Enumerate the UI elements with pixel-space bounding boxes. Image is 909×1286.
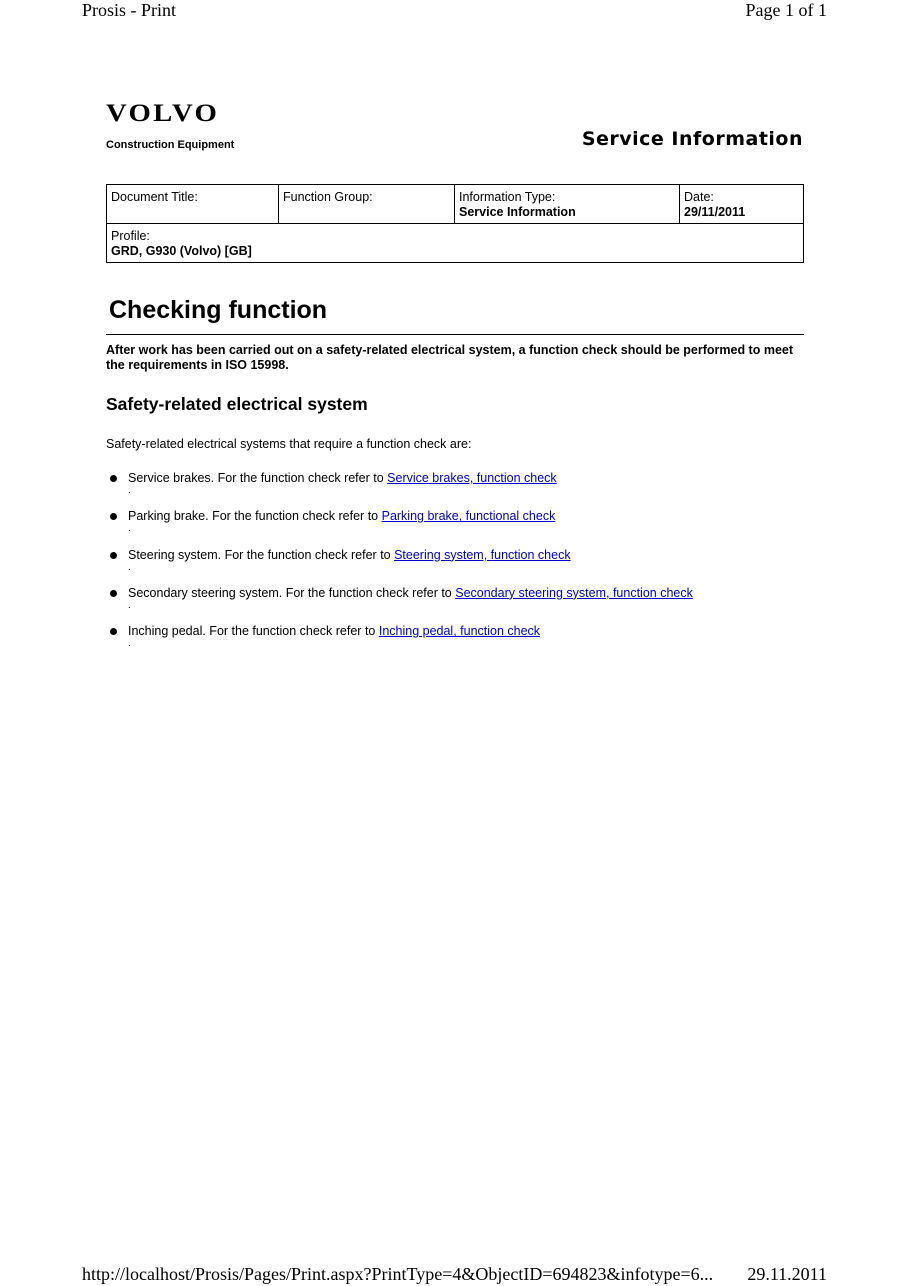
list-item-period: .	[128, 561, 131, 573]
parking-brake-link[interactable]: Parking brake, functional check	[381, 509, 556, 524]
information-type-cell	[455, 185, 680, 224]
inching-pedal-link[interactable]: Inching pedal, function check	[378, 624, 541, 639]
bullet-icon	[110, 628, 117, 635]
information-type-value: Service Information	[459, 205, 576, 219]
list-item-period: .	[128, 485, 131, 496]
profile-cell	[107, 224, 804, 263]
list-item	[106, 508, 806, 546]
function-check-list	[106, 470, 806, 661]
section-lead: Safety-related electrical systems that require a function check are:	[106, 437, 472, 451]
function-group-cell	[279, 185, 455, 224]
print-date: 29.11.2011	[747, 1264, 827, 1284]
list-item-text: Service brakes. For the function check refer to	[128, 471, 388, 485]
profile-value: GRD, G930 (Volvo) [GB]	[111, 244, 252, 258]
logo-subtitle: Construction Equipment	[106, 139, 235, 151]
page-count: Page 1 of 1	[745, 0, 827, 20]
print-page-title: Prosis - Print	[82, 0, 177, 20]
list-item-text: Secondary steering system. For the function check refer to	[128, 585, 456, 600]
bullet-icon	[110, 552, 117, 559]
document-title-cell	[107, 185, 279, 224]
list-item-period: .	[128, 523, 131, 535]
list-item	[106, 623, 806, 661]
date-label: Date:	[684, 190, 714, 204]
print-url: http://localhost/Prosis/Pages/Print.aspx?PrintType=4&ObjectID=694823&infotype=6...	[82, 1264, 714, 1284]
document-meta-table	[106, 184, 804, 263]
print-footer	[0, 1264, 909, 1286]
bullet-icon	[110, 590, 117, 597]
bullet-icon	[110, 475, 117, 482]
bullet-icon	[110, 513, 117, 520]
date-value: 29/11/2011	[684, 205, 746, 219]
secondary-steering-link[interactable]: Secondary steering system, function check	[455, 585, 693, 600]
service-brakes-link[interactable]: Service brakes, function check	[387, 471, 557, 485]
page-title: Checking function	[109, 296, 328, 324]
information-type-label: Information Type:	[459, 190, 556, 204]
profile-label: Profile:	[111, 229, 150, 243]
date-cell	[680, 185, 804, 224]
list-item-period: .	[128, 638, 131, 650]
section-heading: Safety-related electrical system	[106, 394, 368, 414]
function-group-label: Function Group:	[283, 190, 373, 204]
intro-paragraph: After work has been carried out on a safety-related electrical system, a function check should be performed to meet the requirements in ISO 15998.	[106, 343, 794, 372]
steering-system-link[interactable]: Steering system, function check	[394, 547, 571, 562]
list-item-text: Steering system. For the function check refer to	[128, 547, 395, 562]
list-item	[106, 585, 806, 623]
document-kind-heading: Service Information	[581, 128, 803, 150]
list-item	[106, 470, 806, 508]
volvo-logo: VOLVO	[106, 100, 220, 127]
print-header	[0, 0, 909, 24]
list-item-text: Parking brake. For the function check refer to	[128, 509, 382, 524]
document-title-label: Document Title:	[111, 190, 198, 204]
list-item-text: Inching pedal. For the function check refer to	[128, 624, 379, 639]
list-item-period: .	[128, 599, 131, 611]
title-divider	[106, 334, 804, 335]
list-item	[106, 547, 806, 585]
